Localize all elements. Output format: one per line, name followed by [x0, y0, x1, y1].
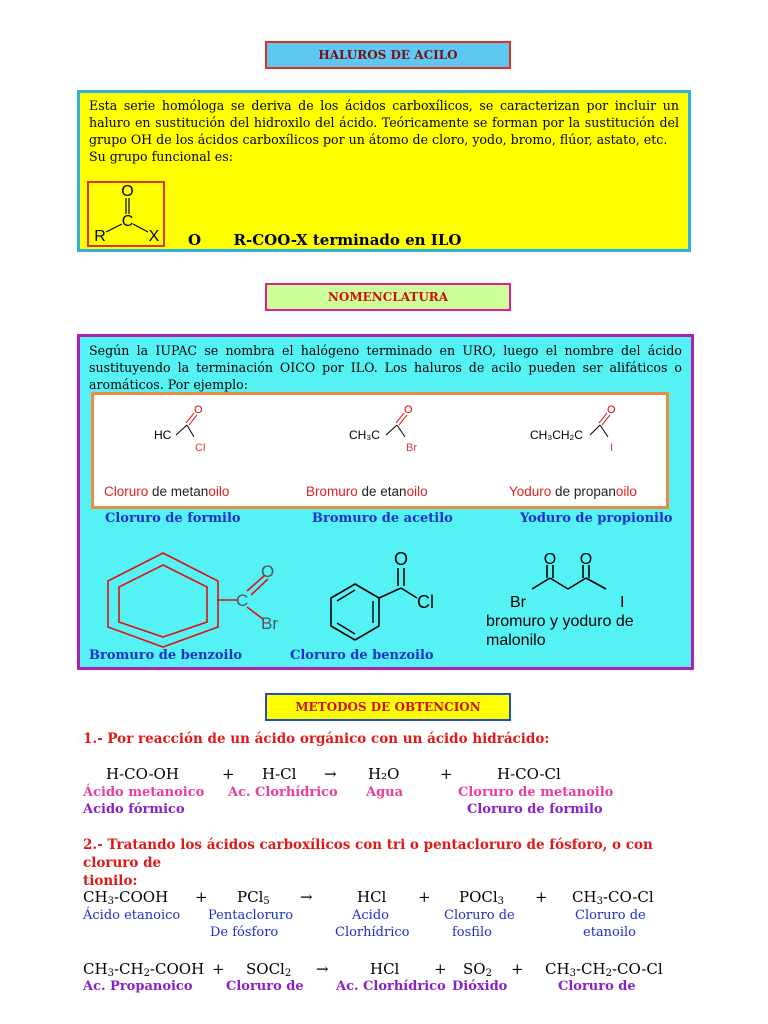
- m1-plus-1: +: [222, 765, 235, 783]
- benzoyl-chloride-chlorine: Cl: [417, 592, 434, 612]
- m2a-plus-2: +: [418, 888, 431, 906]
- formyl-halogen-label: Cl: [195, 442, 206, 454]
- m1-arrow: →: [324, 765, 337, 783]
- functional-group-label: Su grupo funcional es:: [89, 149, 233, 164]
- m2a-name-5: Cloruro de: [575, 908, 646, 923]
- acetyl-oxygen-label: O: [404, 404, 413, 416]
- propionyl-left-group: CH₃CH₂C: [530, 428, 583, 442]
- m2a-arrow: →: [300, 888, 313, 906]
- m1-name-6: Cloruro de formilo: [467, 802, 603, 817]
- method-2-heading-line-1: 2.- Tratando los ácidos carboxílicos con tri o pentacloruro de fósforo, o con cloruro de: [83, 837, 653, 871]
- aromatic-name-2: Cloruro de benzoilo: [290, 648, 434, 663]
- propionyl-iodide-structure-icon: [530, 403, 650, 463]
- malonyl-bromine: Br: [510, 594, 526, 611]
- m2a-name-4: Cloruro de: [444, 908, 515, 923]
- m2a-product-2: POCl$_3$: [459, 888, 505, 907]
- m2b-name-2: Cloruro de: [226, 979, 304, 994]
- m2a-name-7: Clorhídrico: [335, 925, 410, 940]
- oxygen-label: O: [121, 183, 134, 200]
- m1-product-1: H₂O: [368, 765, 400, 783]
- nomenclature-paragraph: Según la IUPAC se nombra el halógeno terminado en URO, luego el nombre del ácido sustituyendo la terminación OICO por ILO. Los haluros de acilo pueden ser alifáticos o aromáticos. Por ejemplo:: [89, 343, 682, 392]
- m2b-product-3: $CH_3-CH_2-CO-Cl$: [545, 960, 663, 979]
- propionyl-oxygen-label: O: [607, 404, 616, 416]
- intro-paragraph: Esta serie homóloga se deriva de los ácidos carboxílicos, se caracterizan por incluir un haluro en sustitución del hidroxilo del ácido. Teóricamente se forman por la sustitución del grupo OH de los ácidos carboxílicos por un átomo de cloro, yodo, bromo, flúor, astato, etc.: [89, 98, 679, 147]
- section-title-haluros: HALUROS DE ACILO: [265, 41, 511, 69]
- functional-group-structure: [87, 181, 165, 247]
- aromatic-name-1: Bromuro de benzoilo: [89, 648, 243, 663]
- common-name-3: Yoduro de propionilo: [520, 511, 673, 526]
- benzoyl-chloride-structure-icon: [315, 548, 445, 648]
- m2b-name-5: Cloruro de: [558, 979, 636, 994]
- m1-name-2: Ac. Clorhídrico: [228, 785, 338, 800]
- alt-formula-or: O: [188, 231, 202, 249]
- m2b-name-1: Ac. Propanoico: [83, 979, 193, 994]
- m2a-reactant-1: $CH_3$-COOH: [83, 888, 169, 907]
- m1-name-1: Ácido metanoico: [83, 785, 205, 800]
- m2b-reactant-2: SOCl$_2$: [246, 960, 292, 979]
- benzoyl-bromine-label: Br: [261, 614, 278, 633]
- benzoyl-chloride-oxygen: O: [393, 549, 409, 569]
- common-name-2: Bromuro de acetilo: [312, 511, 453, 526]
- m2b-plus-3: +: [511, 960, 524, 978]
- benzoyl-carbon-label: C: [236, 591, 249, 610]
- m2a-reactant-2: PCl$_5$: [237, 888, 270, 907]
- m1-product-2: H-CO-Cl: [497, 765, 561, 783]
- formyl-left-group: HC: [154, 428, 172, 442]
- benzoyl-bromide-structure-icon: [95, 545, 290, 650]
- m2a-plus-1: +: [195, 888, 208, 906]
- acyl-halide-structure-icon: [89, 183, 163, 245]
- malonyl-oxygen-1: O: [543, 553, 557, 568]
- m2b-plus-2: +: [434, 960, 447, 978]
- malonyl-caption-line-1: bromuro y yoduro de: [486, 613, 634, 630]
- m1-name-4: Cloruro de metanoilo: [458, 785, 614, 800]
- method-2-heading-line-2: tionilo:: [83, 873, 138, 889]
- alt-formula-text: R-COO-X terminado en ILO: [233, 231, 462, 249]
- iupac-name-3: Yoduro de propanoilo: [509, 484, 637, 499]
- m2b-plus-1: +: [212, 960, 225, 978]
- intro-box: [77, 90, 691, 252]
- method-1-heading: 1.- Por reacción de un ácido orgánico con un ácido hidrácido:: [83, 731, 550, 747]
- m1-name-5: Acido fórmico: [83, 802, 185, 817]
- m2a-plus-3: +: [535, 888, 548, 906]
- alternative-formula: [188, 231, 461, 249]
- malonyl-caption: [486, 612, 634, 650]
- malonyl-iodine: I: [620, 594, 625, 611]
- m2a-name-8: fosfilo: [452, 925, 492, 940]
- method-2-heading: [83, 836, 698, 890]
- m2b-reactant-1: $CH_3-CH_2$-COOH: [83, 960, 205, 979]
- m2a-name-2: Pentacloruro: [208, 908, 294, 923]
- m2b-name-4: Dióxido: [452, 979, 508, 994]
- m2a-name-3: Acido: [352, 908, 389, 923]
- m2b-arrow: →: [316, 960, 329, 978]
- malonyl-structure-icon: [510, 553, 660, 611]
- halogen-x-label: X: [148, 228, 160, 245]
- formyl-chloride-structure-icon: [154, 403, 224, 463]
- section-title-nomenclatura: NOMENCLATURA: [265, 283, 511, 311]
- common-name-1: Cloruro de formilo: [105, 511, 241, 526]
- m2a-product-3: $CH_3-CO-Cl$: [572, 888, 654, 907]
- malonyl-caption-line-2: malonilo: [486, 632, 546, 649]
- m2b-product-1: HCl: [370, 960, 400, 978]
- acetyl-bromide-structure-icon: [349, 403, 439, 463]
- m1-reactant-2: H-Cl: [262, 765, 297, 783]
- m2a-name-1: Ácido etanoico: [83, 908, 181, 923]
- acetyl-halogen-label: Br: [406, 442, 417, 454]
- iupac-name-1: Cloruro de metanoilo: [104, 484, 230, 499]
- m2b-product-2: $SO_2$: [463, 960, 492, 979]
- aliphatic-examples-panel: [91, 392, 669, 509]
- m2b-name-3: Ac. Clorhídrico: [336, 979, 446, 994]
- m2a-product-1: HCl: [357, 888, 387, 906]
- m2a-name-6: De fósforo: [210, 925, 279, 940]
- formyl-oxygen-label: O: [194, 404, 203, 416]
- acetyl-left-group: CH₃C: [349, 428, 380, 442]
- m1-plus-2: +: [440, 765, 453, 783]
- malonyl-oxygen-2: O: [579, 553, 593, 568]
- propionyl-halogen-label: I: [610, 442, 614, 454]
- m1-reactant-1: H-CO-OH: [106, 765, 179, 783]
- r-group-label: R: [94, 228, 106, 245]
- m1-name-3: Agua: [366, 785, 404, 800]
- carbon-label: C: [121, 213, 134, 230]
- iupac-name-2: Bromuro de etanoilo: [306, 484, 428, 499]
- m2a-name-9: etanoilo: [583, 925, 637, 940]
- section-title-metodos: METODOS DE OBTENCION: [265, 693, 511, 721]
- benzoyl-oxygen-label: O: [261, 562, 275, 581]
